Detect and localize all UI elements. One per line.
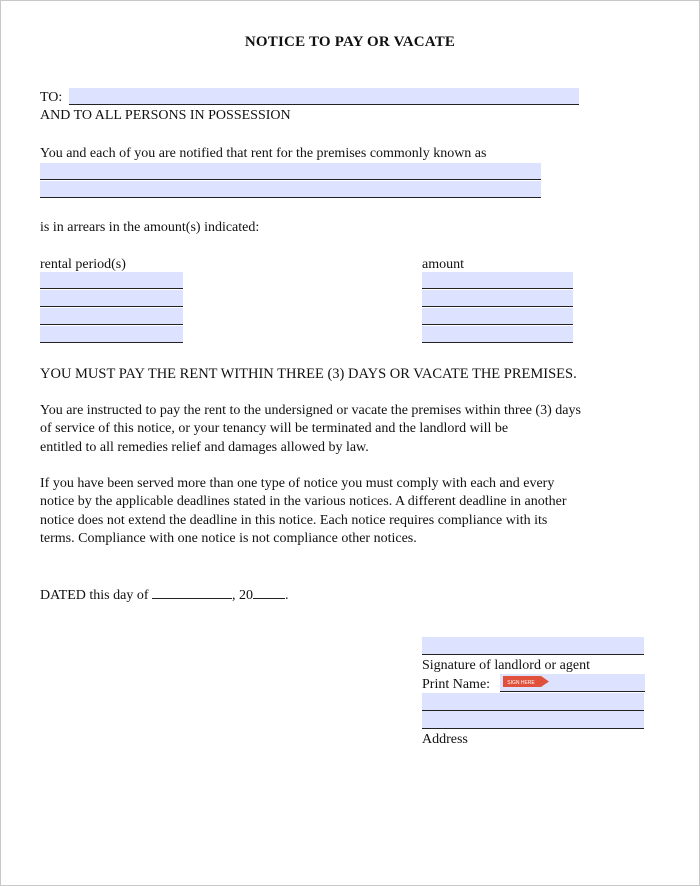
sign-here-text: SIGN HERE bbox=[507, 680, 535, 686]
instructed-paragraph bbox=[40, 402, 650, 457]
premises-field-2[interactable] bbox=[40, 181, 541, 198]
amount-label: amount bbox=[422, 257, 464, 272]
dated-day-field[interactable] bbox=[152, 584, 232, 599]
dated-year-field[interactable] bbox=[253, 584, 285, 599]
amount-field-1[interactable] bbox=[422, 272, 573, 289]
rental-period-field-3[interactable] bbox=[40, 308, 183, 325]
dated-year-prefix: , 20 bbox=[232, 588, 253, 603]
signature-field[interactable] bbox=[422, 637, 644, 655]
must-pay-line: YOU MUST PAY THE RENT WITHIN THREE (3) DAYS OR VACATE THE PREMISES. bbox=[40, 366, 577, 382]
persons-in-possession-line: AND TO ALL PERSONS IN POSSESSION bbox=[40, 108, 291, 123]
address-field-2[interactable] bbox=[422, 711, 644, 729]
address-label: Address bbox=[422, 732, 468, 747]
served-line-4: terms. Compliance with one notice is not compliance other notices. bbox=[40, 530, 417, 546]
instructed-line-1: You are instructed to pay the rent to the undersigned or vacate the premises within three (3) days bbox=[40, 403, 581, 418]
premises-field-1[interactable] bbox=[40, 163, 541, 180]
served-line-1: If you have been served more than one type of notice you must comply with each and every bbox=[40, 476, 555, 491]
dated-line bbox=[40, 584, 289, 605]
arrears-line: is in arrears in the amount(s) indicated: bbox=[40, 220, 260, 235]
address-field-1[interactable] bbox=[422, 693, 644, 711]
document-title: NOTICE TO PAY OR VACATE bbox=[244, 34, 456, 50]
instructed-line-2: of service of this notice, or your tenancy will be terminated and the landlord will be bbox=[40, 421, 509, 437]
to-field[interactable] bbox=[69, 88, 579, 105]
print-name-label: Print Name: bbox=[422, 677, 491, 692]
rental-period-field-4[interactable] bbox=[40, 326, 183, 343]
instructed-line-3: entitled to all remedies relief and damages allowed by law. bbox=[40, 439, 369, 455]
signature-label: Signature of landlord or agent bbox=[422, 658, 590, 673]
to-label: TO: bbox=[40, 90, 63, 105]
rental-period-label: rental period(s) bbox=[40, 257, 126, 272]
dated-suffix: . bbox=[285, 588, 289, 603]
dated-prefix: DATED this day of bbox=[40, 588, 149, 603]
rental-period-field-2[interactable] bbox=[40, 290, 183, 307]
served-line-3: notice does not extend the deadline in this notice. Each notice requires compliance with its bbox=[40, 512, 548, 528]
amount-field-3[interactable] bbox=[422, 308, 573, 325]
served-line-2: notice by the applicable deadlines stated in the various notices. A different deadline in another bbox=[40, 494, 567, 510]
amount-field-2[interactable] bbox=[422, 290, 573, 307]
notified-line: You and each of you are notified that rent for the premises commonly known as bbox=[40, 146, 487, 161]
rental-period-field-1[interactable] bbox=[40, 272, 183, 289]
amount-field-4[interactable] bbox=[422, 326, 573, 343]
sign-here-tag bbox=[503, 676, 549, 687]
served-paragraph bbox=[40, 475, 650, 548]
